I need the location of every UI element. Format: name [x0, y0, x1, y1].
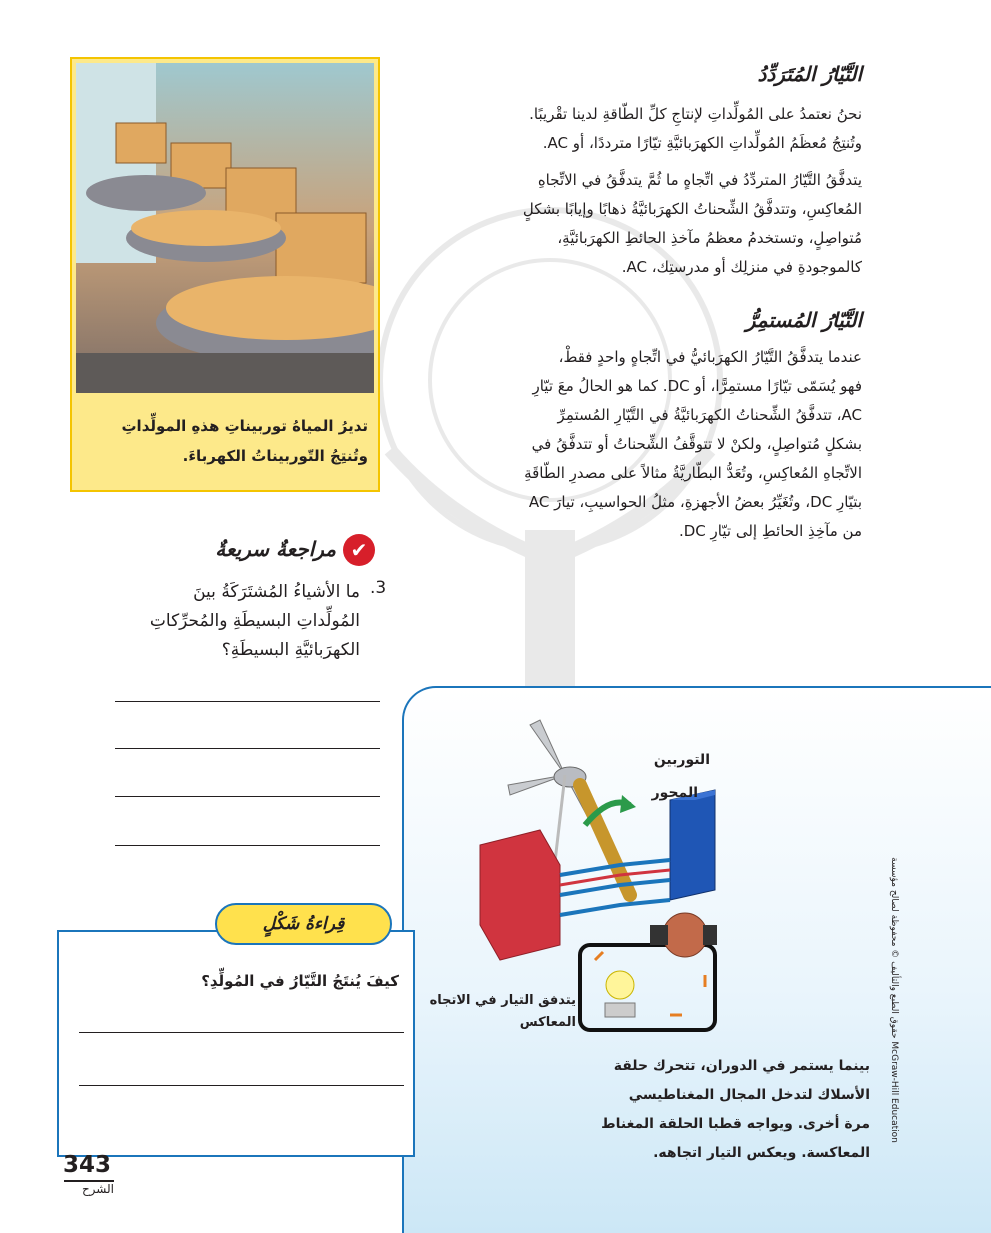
figure-reading-question: كيفَ يُنتَجُ التَّيّارُ في المُولِّدِ؟: [201, 972, 399, 990]
text-line: الأسلاك لتدخل المجال المغناطيسي: [628, 1087, 870, 1103]
question-number: 3.: [370, 578, 387, 598]
figure-reading-box: [57, 930, 415, 1157]
answer-line[interactable]: [115, 845, 380, 846]
text-line: مرة أخرى. ويواجه قطبا الحلقة المغناط: [601, 1116, 870, 1132]
page-section-label: الشرح: [64, 1180, 114, 1196]
photo-caption-line: وتُنتِجُ التّوربيناتُ الكهرباءَ.: [182, 447, 368, 465]
text-line: المعاكس: [519, 1015, 576, 1030]
text-line: يتدفَّقُ التَّيّارُ المتردِّدُ في اتِّجاهٍ ما ثُمَّ يتدفَّقُ في الاتِّجاهِ: [537, 171, 862, 189]
text-line: نحنُ نعتمدُ على المُولِّداتِ لإنتاجِ كلِّ الطّاقةِ لدينا تقْريبًا.: [529, 105, 862, 123]
turbine-blade: [530, 720, 565, 775]
text-line: يتدفق التيار في الاتجاه: [429, 993, 576, 1008]
figure-reading-tab: قِراءةُ شَكْلٍ: [215, 903, 392, 945]
text-line: وتُنتِجُ مُعظَمُ المُولِّداتِ الكهرَبائيَّةِ تيّارًا مترددًا، أو AC.: [542, 134, 862, 152]
text-line: الكهرَبائيَّةِ البسيطَةِ؟: [221, 640, 360, 660]
label-axis: المحور: [651, 785, 698, 801]
text-line: مُتواصِلٍ، وتستخدمُ معظمُ مآخذِ الحائطِ الكهرَبائيَّةِ،: [557, 229, 862, 247]
photo-caption: [82, 411, 368, 471]
diagram-caption: [510, 1052, 870, 1168]
text-line: ما الأشياءُ المُشتَرَكَةُ بينَ: [193, 582, 360, 602]
answer-line[interactable]: [115, 748, 380, 749]
quick-review-question: [105, 578, 360, 665]
text-line: كالموجودةِ في منزلِك أو مدرستِك، AC.: [621, 258, 862, 276]
section-dc-body: [395, 343, 862, 546]
page-number: 343: [63, 1152, 112, 1178]
text-line: فهو يُسَمّى تيّارًا مستمِرًّا، أو DC. كما هو الحالُ معَ تيّارِ: [532, 377, 862, 395]
text-line: بشكلٍ مُتواصِلٍ، ولكنْ لا تتوقَّفُ الشِّحناتُ أو تتدفَّقُ في: [531, 435, 862, 453]
copyright-note: [884, 850, 904, 1160]
label-turbine: التوربين: [653, 752, 710, 768]
section-ac-body: [395, 100, 862, 282]
generator-turbines-photo: [76, 63, 374, 393]
section-ac-title: التَّيّارُ المُتَرَدِّدُ: [757, 62, 862, 86]
text-line: AC، تتدفَّقُ الشِّحناتُ الكهرَبائيَّةُ في التَّيّارِ المُستمِرِّ: [557, 406, 862, 424]
text-line: بتيّارِ DC، وتُغَيِّرُ بعضُ الأجهزةِ، مثلُ الحواسيبِ، تيارَ AC: [528, 493, 862, 511]
text-line: المعاكسة. ويعكس التيار اتجاهه.: [653, 1145, 870, 1161]
quick-review-title: مراجعةٌ سريعةٌ: [215, 537, 336, 561]
answer-line[interactable]: [115, 701, 380, 702]
text-line: الاتِّجاهِ المُعاكِسِ، وتُعَدُّ البطّاريَّةُ مثالاً على مصدرِ الطّاقَةِ: [524, 464, 862, 482]
text-line: المُعاكِسِ، وتتدفَّقُ الشِّحناتُ الكهرَبائيَّةُ ذهابًا وإيابًا بشكلٍ: [522, 200, 862, 218]
text-line: من مآخِذِ الحائطِ إلى تيّارِ DC.: [678, 522, 862, 540]
text-line: بينما يستمر في الدوران، تتحرك حلقة: [613, 1058, 870, 1074]
checkmark-icon: ✔: [343, 534, 375, 566]
photo-box: [70, 57, 380, 492]
copyright-text: حقوق الطبع والتأليف © محفوظة لصالح مؤسسة McGraw-Hill Education: [889, 857, 899, 1143]
photo-caption-line: تديرُ المياهُ توربيناتِ هذهِ المولِّداتِ: [121, 417, 368, 435]
section-dc-title: التَّيّارُ المُستمِرُّ: [745, 308, 862, 332]
text-line: المُولِّداتِ البسيطَةِ والمُحرِّكاتِ: [149, 611, 360, 631]
answer-line[interactable]: [115, 796, 380, 797]
answer-line[interactable]: [79, 1085, 404, 1086]
answer-line[interactable]: [79, 1032, 404, 1033]
label-reverse-current: [418, 990, 576, 1034]
text-line: عندما يتدفَّقُ التَّيّارُ الكهرَبائيُّ في اتِّجاهٍ واحدٍ فقطْ،: [558, 348, 862, 366]
